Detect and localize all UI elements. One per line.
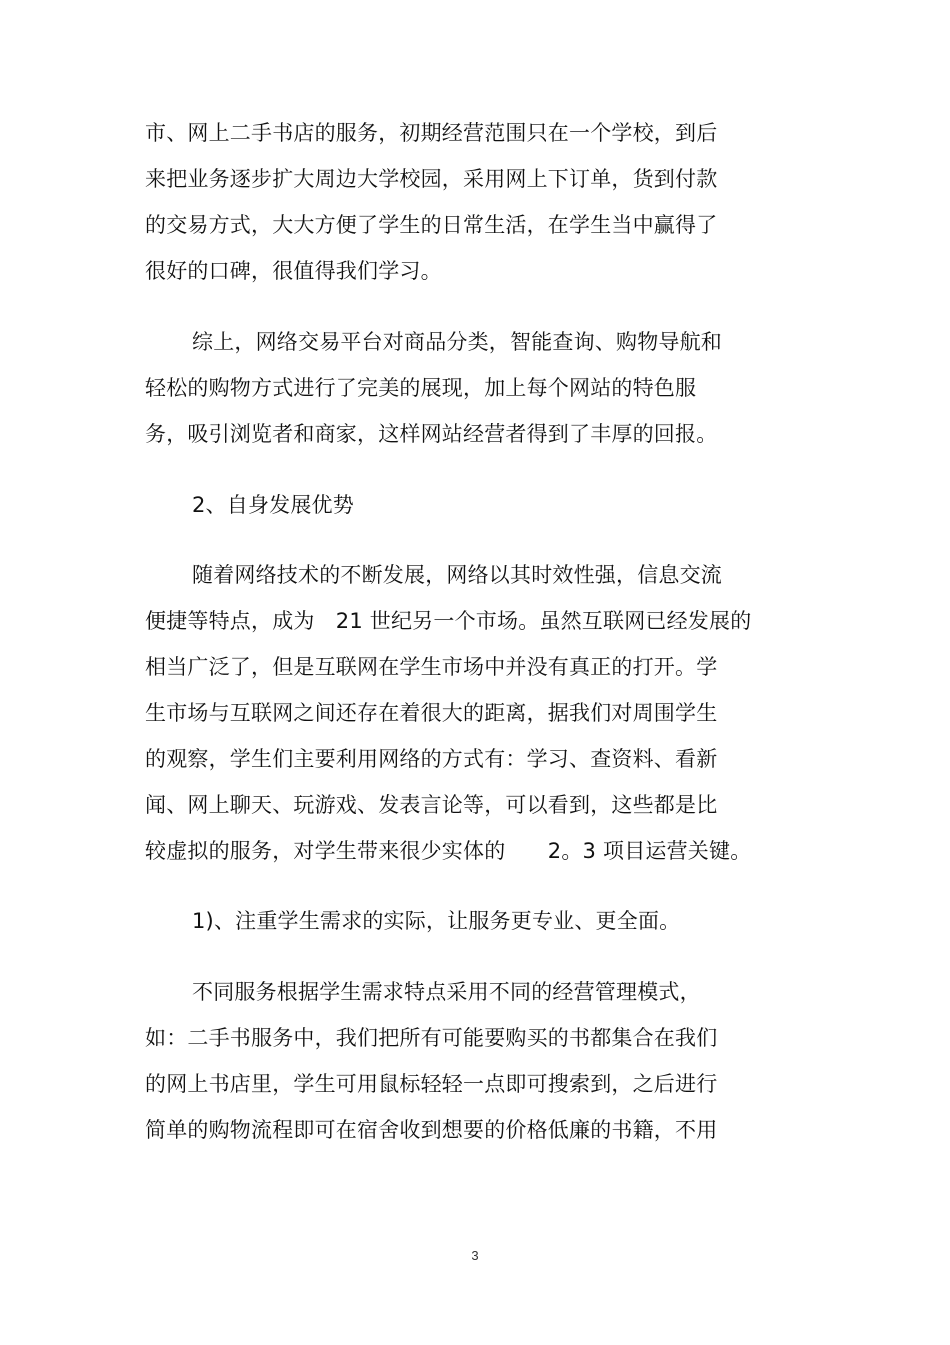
text-line: 轻松的购物方式进行了完美的展现，加上每个网站的特色服 <box>145 376 697 400</box>
paragraph-first-line: 综上，网络交易平台对商品分类，智能查询、购物导航和 <box>192 330 722 354</box>
text-line: 简单的购物流程即可在宿舍收到想要的价格低廉的书籍，不用 <box>145 1118 718 1142</box>
paragraph-first-line: 随着网络技术的不断发展，网络以其时效性强，信息交流 <box>192 563 722 587</box>
text-line: 较虚拟的服务，对学生带来很少实体的 2。3 项目运营关键。 <box>145 839 752 863</box>
text-line: 务，吸引浏览者和商家，这样网站经营者得到了丰厚的回报。 <box>145 422 718 446</box>
text-line: 来把业务逐步扩大周边大学校园，采用网上下订单，货到付款 <box>145 167 718 191</box>
text-line: 生市场与互联网之间还存在着很大的距离，据我们对周围学生 <box>145 701 718 725</box>
section-heading: 2、自身发展优势 <box>192 493 354 517</box>
text-line: 相当广泛了，但是互联网在学生市场中并没有真正的打开。学 <box>145 655 718 679</box>
text-line: 的网上书店里，学生可用鼠标轻轻一点即可搜索到，之后进行 <box>145 1072 718 1096</box>
page-number: 3 <box>471 1248 479 1263</box>
text-line: 如：二手书服务中，我们把所有可能要购买的书都集合在我们 <box>145 1026 718 1050</box>
text-line: 很好的口碑，很值得我们学习。 <box>145 259 442 283</box>
text-line: 的交易方式，大大方便了学生的日常生活，在学生当中赢得了 <box>145 213 718 237</box>
list-item-heading: 1)、注重学生需求的实际，让服务更专业、更全面。 <box>192 909 681 933</box>
text-line: 市、网上二手书店的服务，初期经营范围只在一个学校，到后 <box>145 121 718 145</box>
text-line: 的观察，学生们主要利用网络的方式有：学习、查资料、看新 <box>145 747 718 771</box>
text-line: 闻、网上聊天、玩游戏、发表言论等，可以看到，这些都是比 <box>145 793 718 817</box>
paragraph-first-line: 不同服务根据学生需求特点采用不同的经营管理模式， <box>192 980 701 1004</box>
text-line: 便捷等特点，成为 21 世纪另一个市场。虽然互联网已经发展的 <box>145 609 752 633</box>
